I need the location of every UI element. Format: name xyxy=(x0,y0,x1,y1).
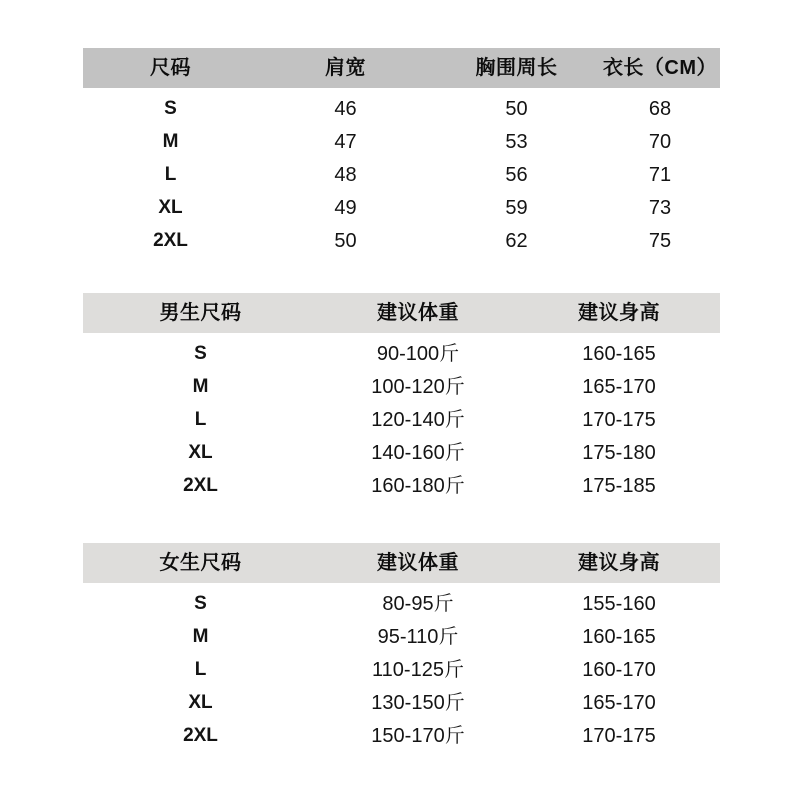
table-row xyxy=(83,337,720,370)
table-row xyxy=(83,125,720,158)
cell-garment-length: 68 xyxy=(648,97,672,120)
cell-garment-length: 75 xyxy=(648,229,672,252)
womens-size-recommendation-table xyxy=(83,543,720,752)
cell-size: L xyxy=(164,164,177,185)
table-row xyxy=(83,191,720,224)
cell-chest-circumference: 50 xyxy=(505,97,528,120)
cell-size: L xyxy=(194,409,207,430)
cell-suggested-weight: 150-170斤 xyxy=(371,724,465,747)
cell-size: XL xyxy=(158,197,183,218)
table-body xyxy=(83,333,720,502)
column-header-shoulder-width: 肩宽 xyxy=(325,57,366,79)
cell-size: S xyxy=(164,98,177,119)
table-body xyxy=(83,88,720,257)
cell-chest-circumference: 62 xyxy=(505,229,528,252)
cell-suggested-height: 160-170 xyxy=(582,658,656,681)
cell-suggested-weight: 80-95斤 xyxy=(382,592,454,615)
table-body xyxy=(83,583,720,752)
table-row xyxy=(83,158,720,191)
cell-suggested-weight: 110-125斤 xyxy=(372,658,464,681)
cell-suggested-weight: 160-180斤 xyxy=(371,474,465,497)
cell-size: XL xyxy=(188,442,213,463)
mens-size-recommendation-table xyxy=(83,293,720,502)
column-header-suggested-weight: 建议体重 xyxy=(377,302,459,324)
cell-suggested-height: 155-160 xyxy=(582,592,656,615)
column-header-mens-size: 男生尺码 xyxy=(159,302,242,324)
table-header-row xyxy=(83,543,720,583)
cell-suggested-height: 165-170 xyxy=(582,375,656,398)
column-header-garment-length: 衣长（CM） xyxy=(602,57,718,79)
cell-suggested-height: 170-175 xyxy=(582,408,656,431)
column-header-suggested-weight: 建议体重 xyxy=(377,552,459,574)
cell-garment-length: 70 xyxy=(648,130,672,153)
column-header-suggested-height: 建议身高 xyxy=(578,552,660,574)
cell-shoulder-width: 46 xyxy=(334,97,357,120)
cell-suggested-height: 175-180 xyxy=(582,441,656,464)
cell-suggested-weight: 90-100斤 xyxy=(376,342,460,365)
cell-size: 2XL xyxy=(153,230,188,251)
cell-shoulder-width: 47 xyxy=(334,130,357,153)
cell-suggested-height: 160-165 xyxy=(582,342,656,365)
cell-suggested-height: 160-165 xyxy=(582,625,656,648)
table-row xyxy=(83,370,720,403)
garment-measurements-table xyxy=(83,48,720,257)
cell-suggested-weight: 120-140斤 xyxy=(371,408,465,431)
cell-shoulder-width: 50 xyxy=(334,229,357,252)
table-row xyxy=(83,686,720,719)
cell-suggested-height: 170-175 xyxy=(582,724,656,747)
table-row xyxy=(83,92,720,125)
table-header-row xyxy=(83,48,720,88)
cell-size: M xyxy=(162,131,179,152)
table-row xyxy=(83,436,720,469)
cell-size: M xyxy=(192,376,209,397)
cell-chest-circumference: 59 xyxy=(505,196,528,219)
cell-size: 2XL xyxy=(183,475,218,496)
cell-size: S xyxy=(194,593,207,614)
cell-chest-circumference: 53 xyxy=(505,130,528,153)
table-row xyxy=(83,403,720,436)
cell-suggested-weight: 95-110斤 xyxy=(377,625,459,648)
cell-suggested-height: 175-185 xyxy=(582,474,656,497)
cell-shoulder-width: 48 xyxy=(334,163,357,186)
cell-size: L xyxy=(194,659,207,680)
cell-shoulder-width: 49 xyxy=(334,196,357,219)
cell-suggested-weight: 140-160斤 xyxy=(371,441,465,464)
table-row xyxy=(83,224,720,257)
cell-suggested-weight: 130-150斤 xyxy=(371,691,465,714)
cell-suggested-height: 165-170 xyxy=(582,691,656,714)
column-header-size: 尺码 xyxy=(150,57,191,79)
cell-suggested-weight: 100-120斤 xyxy=(371,375,465,398)
column-header-chest-circumference: 胸围周长 xyxy=(475,57,558,79)
table-row xyxy=(83,587,720,620)
cell-size: S xyxy=(194,343,207,364)
table-row xyxy=(83,469,720,502)
cell-chest-circumference: 56 xyxy=(505,163,528,186)
cell-garment-length: 71 xyxy=(648,163,672,186)
table-row xyxy=(83,653,720,686)
cell-size: M xyxy=(192,626,209,647)
cell-size: XL xyxy=(188,692,213,713)
table-row xyxy=(83,620,720,653)
column-header-suggested-height: 建议身高 xyxy=(578,302,660,324)
column-header-womens-size: 女生尺码 xyxy=(159,552,242,574)
cell-garment-length: 73 xyxy=(648,196,672,219)
table-row xyxy=(83,719,720,752)
table-header-row xyxy=(83,293,720,333)
cell-size: 2XL xyxy=(183,725,218,746)
